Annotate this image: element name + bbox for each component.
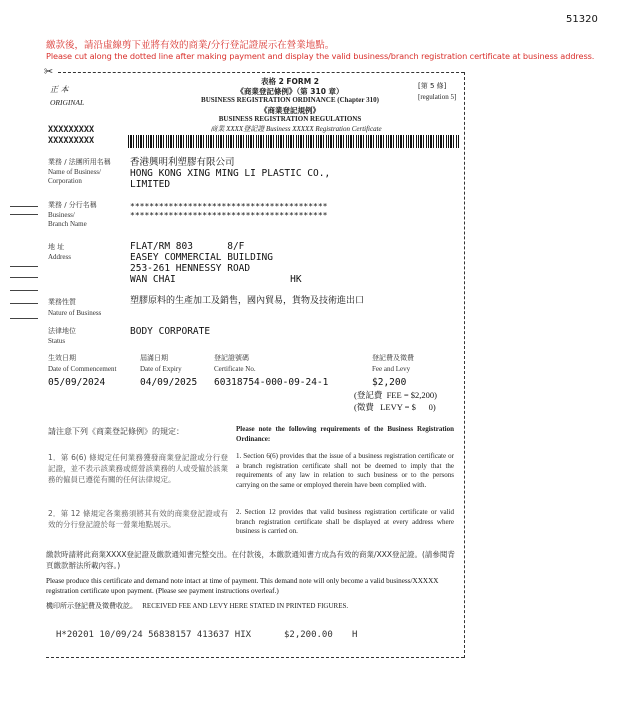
document-number: 51320 — [566, 14, 598, 25]
note-1-zh: 1．第 6(6) 條規定任何業務獲發商業登記證或分行登記證，並不表示該業務或經營該業務的人或受僱於該業務的僱員已遵從有關的任何法律規定。 — [48, 453, 228, 484]
expiry-label-en: Date of Expiry — [140, 365, 182, 373]
nature-label-zh: 業務性質 — [48, 298, 76, 306]
business-name-label-en2: Corporation — [48, 177, 82, 185]
cut-line-top — [58, 72, 464, 73]
business-name-label-en1: Name of Business/ — [48, 168, 101, 176]
address-line-4: WAN CHAI HK — [130, 274, 302, 285]
business-name-en-2: LIMITED — [130, 179, 171, 190]
section-ref-zh: [第 5 條] — [418, 82, 447, 90]
levy-line: (徵費 LEVY = $ 0) — [354, 402, 436, 412]
nature-label-en: Nature of Business — [48, 309, 102, 317]
scissors-icon: ✂ — [44, 65, 54, 78]
ordinance-en: BUSINESS REGISTRATION ORDINANCE (Chapter 310) — [201, 96, 379, 104]
address-line-3: 253-261 HENNESSY ROAD — [130, 263, 251, 274]
status-label-en: Status — [48, 337, 66, 345]
receipt-amount: $2,200.00 — [284, 630, 333, 640]
notes-intro-en: Please note the following requirements of the Business Registration Ordinance: — [236, 425, 454, 443]
expiry-date: 04/09/2025 — [140, 377, 198, 388]
certificate-title: 商業 XXXX登記證 Business XXXXX Registration Certificate — [210, 125, 382, 133]
form-number: 表格 2 FORM 2 — [260, 77, 319, 86]
business-name-en-1: HONG KONG XING MING LI PLASTIC CO., — [130, 168, 331, 179]
original-label-en: ORIGINAL — [50, 98, 85, 107]
received-notice: 機印所示登記費及徵費收訖。 RECEIVED FEE AND LEVY HERE STATED IN PRINTED FIGURES. — [46, 602, 349, 610]
fee-label-en: Fee and Levy — [372, 365, 411, 373]
branch-name-label-zh: 業務 / 分行名稱 — [48, 201, 97, 209]
code-line-1: XXXXXXXXX — [48, 125, 95, 135]
ordinance-zh: 《商業登記條例》（第 310 章） — [236, 87, 344, 96]
fee-total: $2,200 — [372, 377, 407, 388]
note-2-zh: 2．第 12 條規定各業務須將其有效的商業登記證或有效的分行登記證於每一營業地點展示。 — [48, 509, 228, 529]
receipt-code: H*20201 10/09/24 56838157 413637 HIX — [56, 630, 252, 640]
cert-no-label-en: Certificate No. — [214, 365, 256, 373]
branch-name-label-en1: Business/ — [48, 211, 75, 219]
expiry-label-zh: 屆滿日期 — [140, 354, 168, 362]
branch-name-value-2: ***************************************** — [130, 211, 328, 220]
instruction-chinese: 繳款後，請沿虛線剪下並將有效的商業/分行登記證展示在營業地點。 — [46, 40, 335, 51]
branch-name-label-en2: Branch Name — [48, 220, 87, 228]
address-label-en: Address — [48, 253, 71, 261]
receipt-mark: H — [352, 630, 358, 640]
address-line-2: EASEY COMMERCIAL BUILDING — [130, 252, 273, 263]
address-line-1: FLAT/RM 803 8/F — [130, 241, 245, 252]
address-label-zh: 地 址 — [48, 243, 65, 251]
barcode — [128, 135, 460, 148]
margin-mark — [10, 266, 38, 267]
commencement-label-zh: 生效日期 — [48, 354, 76, 362]
margin-mark — [10, 290, 38, 291]
commencement-label-en: Date of Commencement — [48, 365, 117, 373]
section-ref-en: [regulation 5] — [418, 93, 457, 101]
business-name-label-zh: 業務 / 法團所用名稱 — [48, 158, 111, 166]
regulations-en: BUSINESS REGISTRATION REGULATIONS — [218, 115, 362, 123]
note-2-en: 2. Section 12 provides that valid business registration certificate or valid branch registration certificate shall be displayed at every address where business is carried on. — [236, 508, 454, 535]
fee-line: (登記費 FEE = $2,200) — [354, 390, 437, 400]
cut-line-bottom — [46, 657, 464, 658]
produce-notice-zh: 繳款時請將此商業XXXX登記證及繳款通知書完整交出。在付款後，本繳款通知書方成為有效的商業/XXX登記證。(請參閱背頁繳款辦法所載內容。) — [46, 550, 455, 570]
produce-notice-en: Please produce this certificate and demand note intact at time of payment. This demand note will only become a valid business/XXXXX registration certificate upon payment. (Please see payment instructions overleaf.) — [46, 577, 439, 595]
regulations-zh: 《商業登記規例》 — [260, 106, 320, 115]
fee-label-zh: 登記費及徵費 — [372, 354, 414, 362]
instruction-english: Please cut along the dotted line after making payment and display the valid business/branch registration certificate at business address. — [46, 51, 595, 61]
margin-mark — [10, 206, 38, 207]
nature-value: 塑膠原料的生產加工及銷售，國內貿易，貨物及技術進出口 — [130, 296, 365, 306]
business-name-zh: 香港興明利塑膠有限公司 — [130, 157, 235, 168]
margin-mark — [10, 277, 38, 278]
commencement-date: 05/09/2024 — [48, 377, 106, 388]
branch-name-value-1: ***************************************** — [130, 202, 328, 211]
notes-intro-zh: 請注意下列《商業登記條例》的規定： — [48, 427, 184, 436]
status-label-zh: 法律地位 — [48, 327, 76, 335]
cert-no-label-zh: 登記證號碼 — [214, 354, 249, 362]
margin-mark — [10, 303, 38, 304]
margin-mark — [10, 318, 38, 319]
code-line-2: XXXXXXXXX — [48, 136, 95, 146]
original-label-zh: 正 本 — [50, 85, 69, 94]
status-value: BODY CORPORATE — [130, 326, 211, 337]
margin-mark — [10, 214, 38, 215]
note-1-en: 1. Section 6(6) provides that the issue of a business registration certificate or a branch registration certificate shall not be deemed to imply that the requirements of any law in relation to such business or to the persons carrying on the same or employed therein have been complied with. — [236, 452, 454, 489]
cert-no-value: 60318754-000-09-24-1 — [214, 377, 329, 388]
cut-line-right — [464, 72, 465, 658]
